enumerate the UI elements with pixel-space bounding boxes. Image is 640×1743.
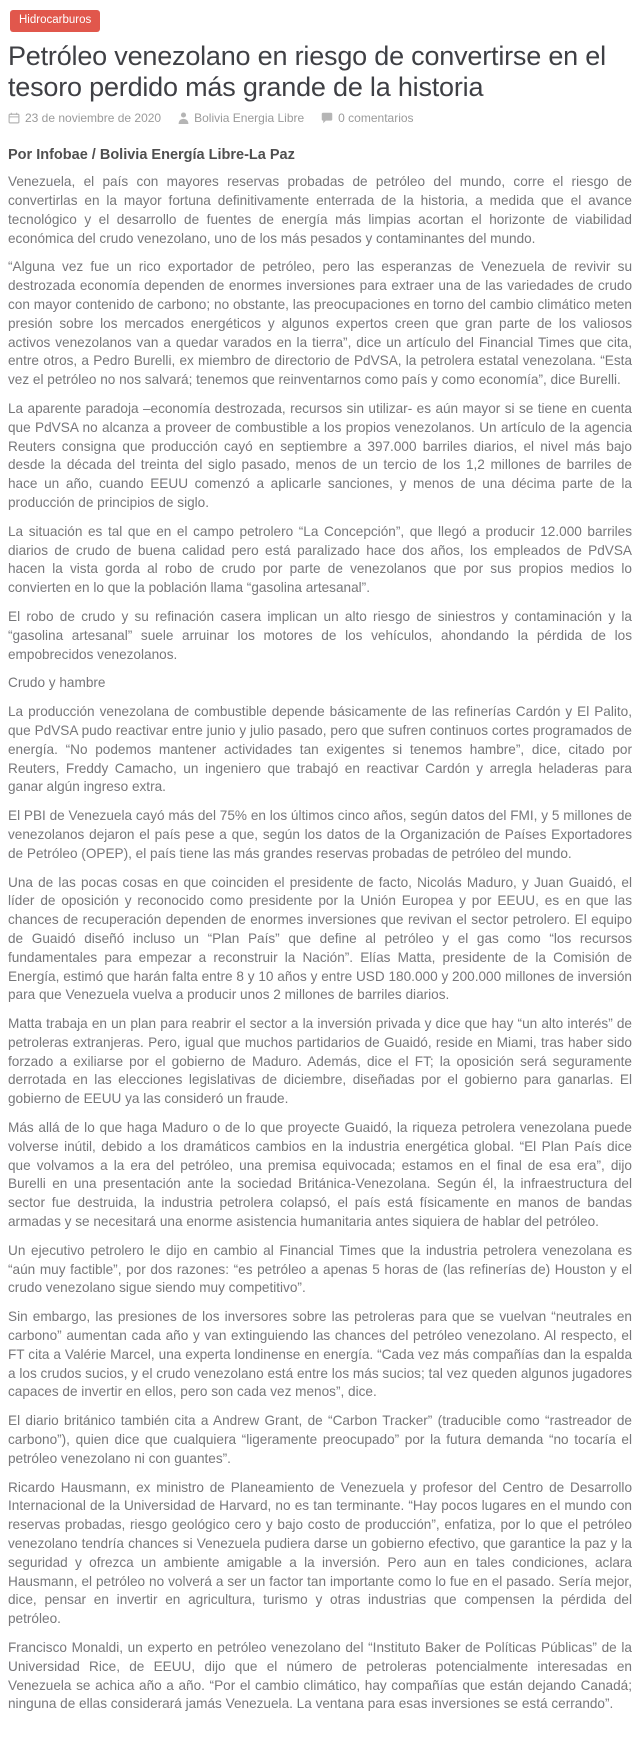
article-paragraph: La producción venezolana de combustible depende básicamente de las refinerías Cardón y El Palito, que PdVSA pudo reactivar entre junio y julio pasado, pero que sufren continuos cortes programados de energía. “No podemos mantener actividades tan exigentes si tenemos hambre”, dice, citado por Reuters, Freddy Camacho, un ingeniero que trabajó en reactivar Cardón y arregla heladeras para ganar algún ingreso extra. <box>8 704 632 795</box>
article-paragraph: Sin embargo, las presiones de los inversores sobre las petroleras para que se vuelvan “neutrales en carbono” aumentan cada año y van extinguiendo las chances del petróleo venezolano. Al respecto, el FT cita a Valérie Marcel, una experta londinense en energía. “Cada vez más compañías dan la espalda a los crudos sucios, y el crudo venezolano está entre los más sucios; tal vez queden algunos jugadores capaces de invertir en ellos, pero son cada vez menos”, dice. <box>8 1309 632 1400</box>
meta-comments[interactable] <box>321 111 413 125</box>
meta-date[interactable] <box>8 111 161 125</box>
article-paragraph: Ricardo Hausmann, ex ministro de Planeamiento de Venezuela y profesor del Centro de Desarrollo Internacional de la Universidad de Harvard, no es tan terminante. “Hay pocos lugares en el mundo con reservas probadas, riesgo geológico cero y bajo costo de producción”, enfatiza, por lo que el petróleo venezolano tendría chances si Venezuela pudiera darse un gobierno efectivo, que garantice la paz y la seguridad y ofrezca un ambiente amigable a la inversión. Pero aun en tales condiciones, aclara Hausmann, el petróleo no volverá a ser un factor tan importante como lo fue en el pasado. Sería mejor, dice, pensar en invertir en agricultura, turismo y otras industrias que compensen la pérdida del petróleo. <box>8 1479 632 1627</box>
comment-bubble-icon <box>321 112 333 124</box>
meta-date-label: 23 de noviembre de 2020 <box>25 111 162 126</box>
article-paragraph: Un ejecutivo petrolero le dijo en cambio al Financial Times que la industria petrolera venezolana es “aún muy factible”, por dos razones: “es petróleo a apenas 5 horas de (las refinerías de) Houston y el crudo venezolano sigue siendo muy competitivo”. <box>8 1242 632 1296</box>
article-paragraph: Matta trabaja en un plan para reabrir el sector a la inversión privada y dice que hay “un alto interés” de petroleras extranjeras. Pero, igual que muchos partidarios de Guaidó, reside en Miami, tras haber sido forzado a exiliarse por el gobierno de Maduro. Además, dice el FT; la oposición será seguramente derrotada en las elecciones legislativas de diciembre, diseñadas por el gobierno para ganarlas. El gobierno de EEUU ya las consideró un fraude. <box>8 1016 632 1107</box>
article-paragraph: Una de las pocas cosas en que coinciden el presidente de facto, Nicolás Maduro, y Juan Guaidó, el líder de oposición y reconocido como presidente por la Unión Europea y por EEUU, es en que las chances de recuperación dependen de enormes inversiones que revivan el sector petrolero. El equipo de Guaidó diseñó incluso un “Plan País” que define al petróleo y el gas como “los recursos fundamentales para empezar a reconstruir la Nación”. Elías Matta, presidente de la Comisión de Energía, estimó que harán falta entre 8 y 10 años y entre USD 180.000 y 200.000 millones de inversión para que Venezuela vuelva a producir unos 2 millones de barriles diarios. <box>8 874 632 1003</box>
calendar-icon <box>8 112 20 124</box>
article-paragraph: Más allá de lo que haga Maduro o de lo que proyecte Guaidó, la riqueza petrolera venezolana puede volverse inútil, debido a los dramáticos cambios en la industria energética global. “El Plan País dice que volvamos a la era del petróleo, una premisa equivocada; estamos en el final de esa era”, dijo Burelli en una presentación ante la sociedad Británica-Venezolana. Según él, la infraestructura del sector fue destruida, la industria petrolera colapsó, el país está físicamente en manos de bandas armadas y se necesitará una enorme asistencia humanitaria antes siquiera de hablar del petróleo. <box>8 1120 632 1230</box>
meta-author-label: Bolivia Energia Libre <box>194 111 305 126</box>
article-byline: Por Infobae / Bolivia Energía Libre-La Paz <box>8 147 295 164</box>
article-body <box>8 173 632 1714</box>
article-paragraph: El PBI de Venezuela cayó más del 75% en los últimos cinco años, según datos del FMI, y 5 millones de venezolanos dejaron el país pese a que, según los datos de la Organización de Países Exportadores de Petróleo (OPEP), el país tiene las más grandes reservas probadas de petróleo del mundo. <box>8 808 632 861</box>
user-icon <box>178 112 189 124</box>
article-title: Petróleo venezolano en riesgo de convertirse en el tesoro perdido más grande de la historia <box>8 40 606 103</box>
article-paragraph: El diario británico también cita a Andrew Grant, de “Carbon Tracker” (traducible como “rastreador de carbono”), quien dice que cualquiera “ligeramente preocupado” por la futura demanda “no tocaría el petróleo venezolano ni con guantes”. <box>8 1413 632 1466</box>
article-paragraph: Francisco Monaldi, un experto en petróleo venezolano del “Instituto Baker de Políticas Públicas” de la Universidad Rice, de EEUU, dijo que el número de petroleras potencialmente interesadas en Venezuela se achica año a año. “Por el cambio climático, hay compañías que están dejando Canadá; ninguna de ellas considerará jamás Venezuela. La ventana para esas inversiones se está cerrando”. <box>8 1640 632 1712</box>
meta-comments-label: 0 comentarios <box>338 111 414 126</box>
article-paragraph: Venezuela, el país con mayores reservas probadas de petróleo del mundo, corre el riesgo de convertirlas en la mayor fortuna definitivamente enterrada de la historia, a medida que el avance tecnológico y el desarrollo de fuentes de energía más limpias acortan el horizonte de viabilidad económica del crudo venezolano, uno de los más pesados y contaminantes del mundo. <box>8 174 632 246</box>
meta-author[interactable] <box>178 111 304 125</box>
article-subheading: Crudo y hambre <box>8 675 106 691</box>
article-paragraph: La situación es tal que en el campo petrolero “La Concepción”, que llegó a producir 12.000 barriles diarios de crudo de buena calidad pero está paralizado hace dos años, los empleados de PdVSA hacen la vista gorda al robo de crudo por parte de venezolanos que por sus propios medios lo convierten en lo que la población llama “gasolina artesanal”. <box>8 523 632 596</box>
article-paragraph: La aparente paradoja –economía destrozada, recursos sin utilizar- es aún mayor si se tiene en cuenta que PdVSA no alcanza a proveer de combustible a los propios venezolanos. Un artículo de la agencia Reuters consigna que producción cayó en septiembre a 397.000 barriles diarios, el nivel más bajo desde la década del treinta del siglo pasado, menos de un tercio de los 1,2 millones de barriles de hace un año, cuando EEUU comenzó a aplicarle sanciones, y menos de una décima parte de la producción de principios de siglo. <box>8 400 632 510</box>
article-paragraph: El robo de crudo y su refinación casera implican un alto riesgo de siniestros y contaminación y la “gasolina artesanal” suele arruinar los motores de los vehículos, ahondando la pérdida de los empobrecidos venezolanos. <box>8 608 632 662</box>
article-paragraph: “Alguna vez fue un rico exportador de petróleo, pero las esperanzas de Venezuela de revivir su destrozada economía dependen de enormes inversiones para extraer una de las variedades de crudo con mayor contenido de carbono; no obstante, las preocupaciones en torno del cambio climático meten presión sobre los mercados energéticos y algunos expertos creen que gran parte de los valiosos activos venezolanos van a quedar varados en la tierra”, dice un artículo del Financial Times que cita, entre otros, a Pedro Burelli, ex miembro de directorio de PdVSA, la petrolera estatal venezolana. “Esta vez el petróleo no nos salvará; tenemos que reinventarnos como país y como economía”, dice Burelli. <box>8 259 632 388</box>
article-meta-row <box>8 111 632 125</box>
category-badge[interactable]: Hidrocarburos <box>10 10 100 32</box>
